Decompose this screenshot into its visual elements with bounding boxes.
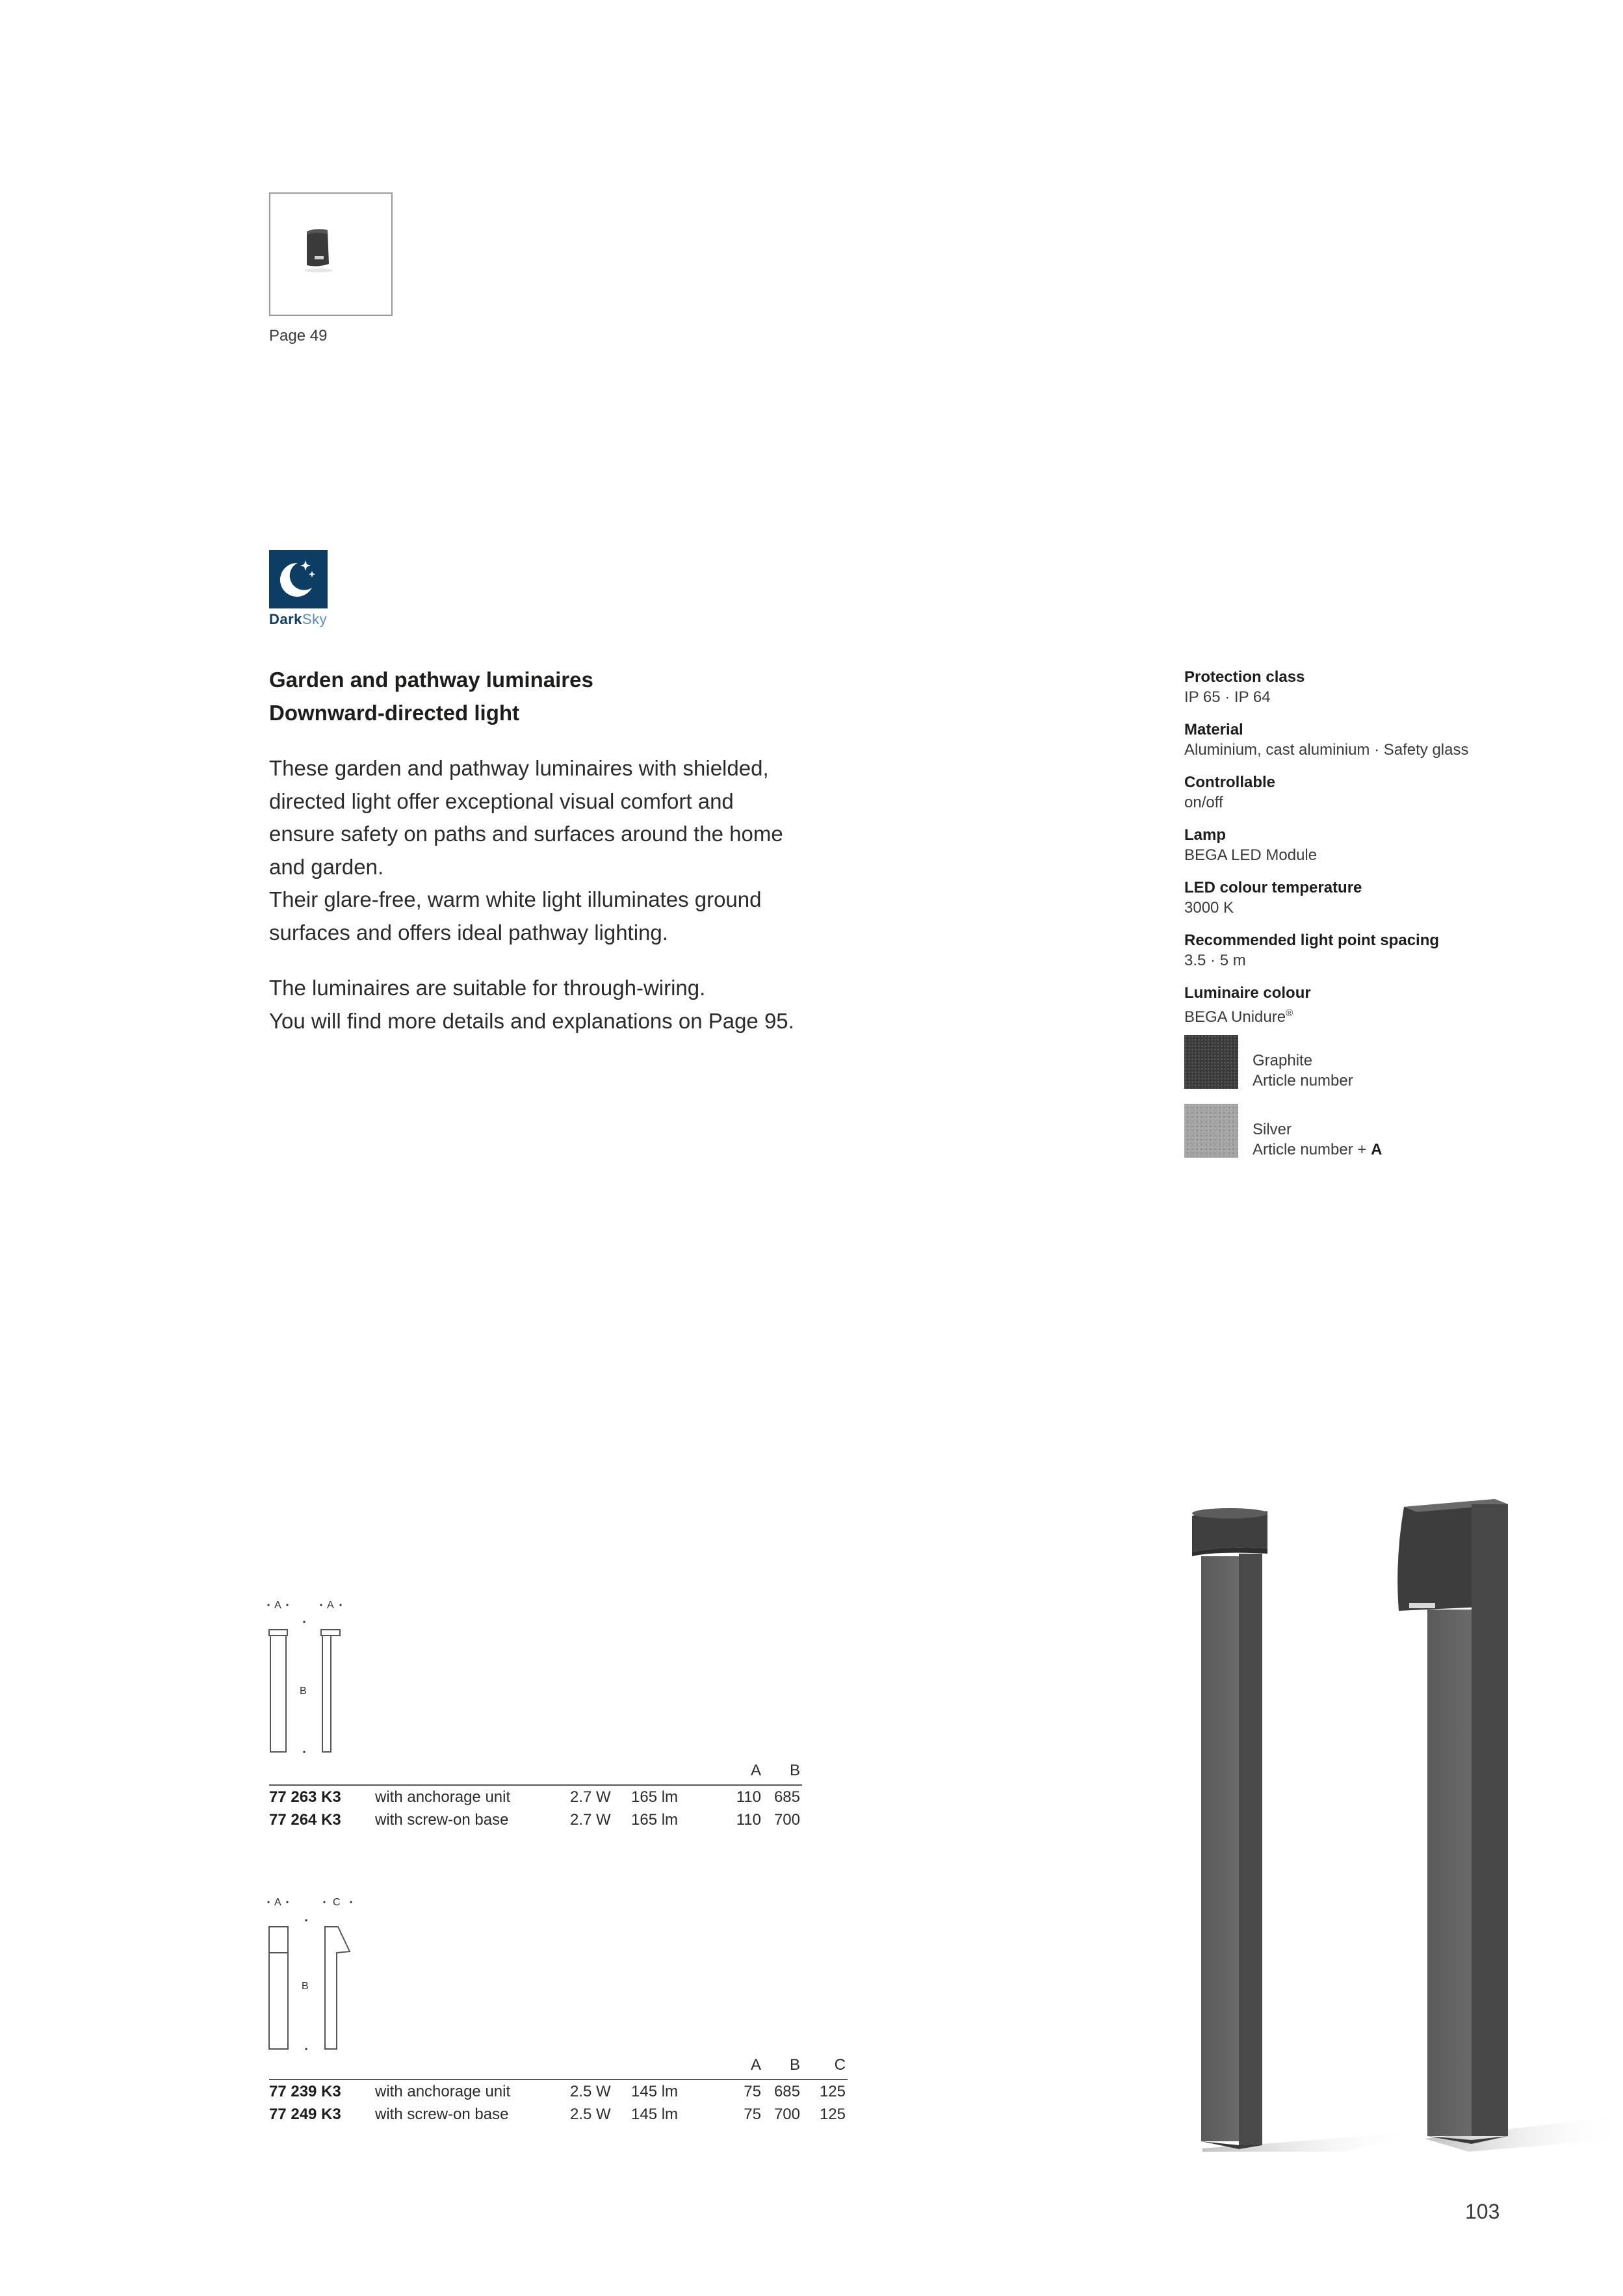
section-headline — [269, 663, 593, 729]
registered-mark: ® — [1286, 1008, 1293, 1019]
p2-line: The luminaires are suitable for through-wiring. — [269, 976, 706, 1000]
spec-value: 3.5 · 5 m — [1184, 952, 1246, 969]
spec-label: Lamp — [1184, 826, 1227, 844]
wall-luminaire-image — [270, 194, 391, 315]
article-power: 2.7 W — [570, 1788, 611, 1806]
darksky-label — [269, 611, 327, 628]
article-flux: 165 lm — [631, 1811, 679, 1829]
table-row[interactable] — [269, 2106, 848, 2125]
colour-article-text: Article number + — [1253, 1141, 1367, 1158]
table-header: C — [834, 2056, 846, 2074]
article-number: 77 239 K3 — [269, 2083, 341, 2100]
swatch-silver[interactable] — [1184, 1104, 1238, 1158]
darksky-badge — [269, 550, 328, 608]
article-flux: 165 lm — [631, 1788, 679, 1806]
table-header: A — [750, 2056, 761, 2074]
article-description: with anchorage unit — [375, 1788, 511, 1806]
dim-label-a2: A — [327, 1600, 334, 1611]
article-flux: 145 lm — [631, 2083, 679, 2100]
spec-label: Luminaire colour — [1184, 984, 1311, 1002]
p1-line: ensure safety on paths and surfaces around the home — [269, 822, 783, 846]
colour-name: Silver — [1253, 1121, 1292, 1138]
spec-value: 3000 K — [1184, 899, 1234, 917]
spec-value — [1184, 1003, 1587, 1027]
spec-label: Protection class — [1184, 668, 1305, 686]
spec-value: IP 65 · IP 64 — [1184, 688, 1271, 706]
table-header: B — [789, 1762, 800, 1779]
article-power: 2.5 W — [570, 2083, 611, 2100]
spec-value-text: BEGA Unidure — [1184, 1008, 1286, 1026]
article-table-2 — [269, 2056, 848, 2128]
spec-lamp — [1184, 825, 1587, 865]
dim-label-a: A — [274, 1897, 281, 1908]
colour-name: Graphite — [1253, 1052, 1313, 1069]
table-row[interactable] — [269, 1811, 802, 1831]
table-row[interactable] — [269, 1788, 802, 1808]
article-power: 2.7 W — [570, 1811, 611, 1829]
swatch-graphite[interactable] — [1184, 1035, 1238, 1089]
article-number: 77 249 K3 — [269, 2106, 341, 2123]
table-row[interactable] — [269, 2083, 848, 2102]
dim-a: 110 — [736, 1788, 761, 1806]
p1-line: Their glare-free, warm white light illuminates ground — [269, 887, 762, 911]
description-paragraph-2 — [269, 972, 854, 1037]
dim-label-b: B — [300, 1686, 307, 1697]
table-header: A — [750, 1762, 761, 1779]
colour-graphite-text — [1253, 1050, 1353, 1091]
spec-label: LED colour temperature — [1184, 879, 1362, 896]
moon-stars-icon — [269, 550, 328, 608]
table-header-row — [269, 1762, 802, 1781]
article-description: with screw-on base — [375, 1811, 509, 1829]
table-header: B — [789, 2056, 800, 2074]
thumbnail-caption: Page 49 — [269, 327, 328, 345]
spec-label: Material — [1184, 721, 1243, 738]
dim-b: 700 — [773, 2106, 800, 2123]
colour-article — [1253, 1140, 1382, 1160]
colour-article-suffix: A — [1371, 1141, 1383, 1158]
spec-controllable — [1184, 772, 1587, 813]
p1-line: surfaces and offers ideal pathway lighting. — [269, 920, 668, 945]
dim-label-c: C — [333, 1897, 341, 1908]
p1-line: directed light offer exceptional visual comfort and — [269, 789, 734, 813]
dim-a: 75 — [744, 2083, 761, 2100]
article-description: with screw-on base — [375, 2106, 509, 2123]
spec-light-point-spacing — [1184, 930, 1587, 971]
p2-line: You will find more details and explanations on Page 95. — [269, 1008, 794, 1033]
dim-c: 125 — [819, 2106, 846, 2123]
spec-value: on/off — [1184, 794, 1223, 811]
dim-label-b: B — [302, 1981, 309, 1992]
dimension-drawing-1 — [263, 1596, 360, 1765]
spec-luminaire-colour — [1184, 983, 1587, 1027]
headline-line-1: Garden and pathway luminaires — [269, 668, 593, 692]
article-number: 77 263 K3 — [269, 1788, 341, 1806]
bollard-luminaires-photo — [1144, 1476, 1623, 2152]
dim-c: 125 — [819, 2083, 846, 2100]
colour-silver-text — [1253, 1119, 1382, 1160]
spec-label: Controllable — [1184, 774, 1276, 791]
dim-a: 110 — [736, 1811, 761, 1829]
description-paragraph-1 — [269, 752, 854, 949]
p1-line: and garden. — [269, 854, 384, 879]
spec-protection-class — [1184, 667, 1587, 707]
page-number: 103 — [1465, 2200, 1500, 2223]
spec-led-colour-temperature — [1184, 878, 1587, 918]
spec-label: Recommended light point spacing — [1184, 932, 1440, 949]
spec-material — [1184, 720, 1587, 760]
dim-b: 700 — [773, 1811, 800, 1829]
table-header-row — [269, 2056, 848, 2076]
dim-b: 685 — [773, 2083, 800, 2100]
dim-b: 685 — [773, 1788, 800, 1806]
article-power: 2.5 W — [570, 2106, 611, 2123]
dim-a: 75 — [744, 2106, 761, 2123]
dim-label-a1: A — [274, 1600, 281, 1611]
p1-line: These garden and pathway luminaires with shielded, — [269, 756, 769, 780]
article-number: 77 264 K3 — [269, 1811, 341, 1829]
darksky-label-dark: Dark — [269, 611, 302, 627]
headline-line-2: Downward-directed light — [269, 701, 520, 725]
darksky-label-sky: Sky — [302, 611, 328, 627]
spec-value: BEGA LED Module — [1184, 846, 1318, 864]
spec-value: Aluminium, cast aluminium · Safety glass — [1184, 741, 1469, 759]
article-table-1 — [269, 1762, 802, 1833]
article-description: with anchorage unit — [375, 2083, 511, 2100]
dimension-drawing-2 — [263, 1893, 367, 2062]
article-flux: 145 lm — [631, 2106, 679, 2123]
product-thumbnail[interactable] — [269, 192, 393, 316]
colour-article: Article number — [1253, 1072, 1353, 1089]
